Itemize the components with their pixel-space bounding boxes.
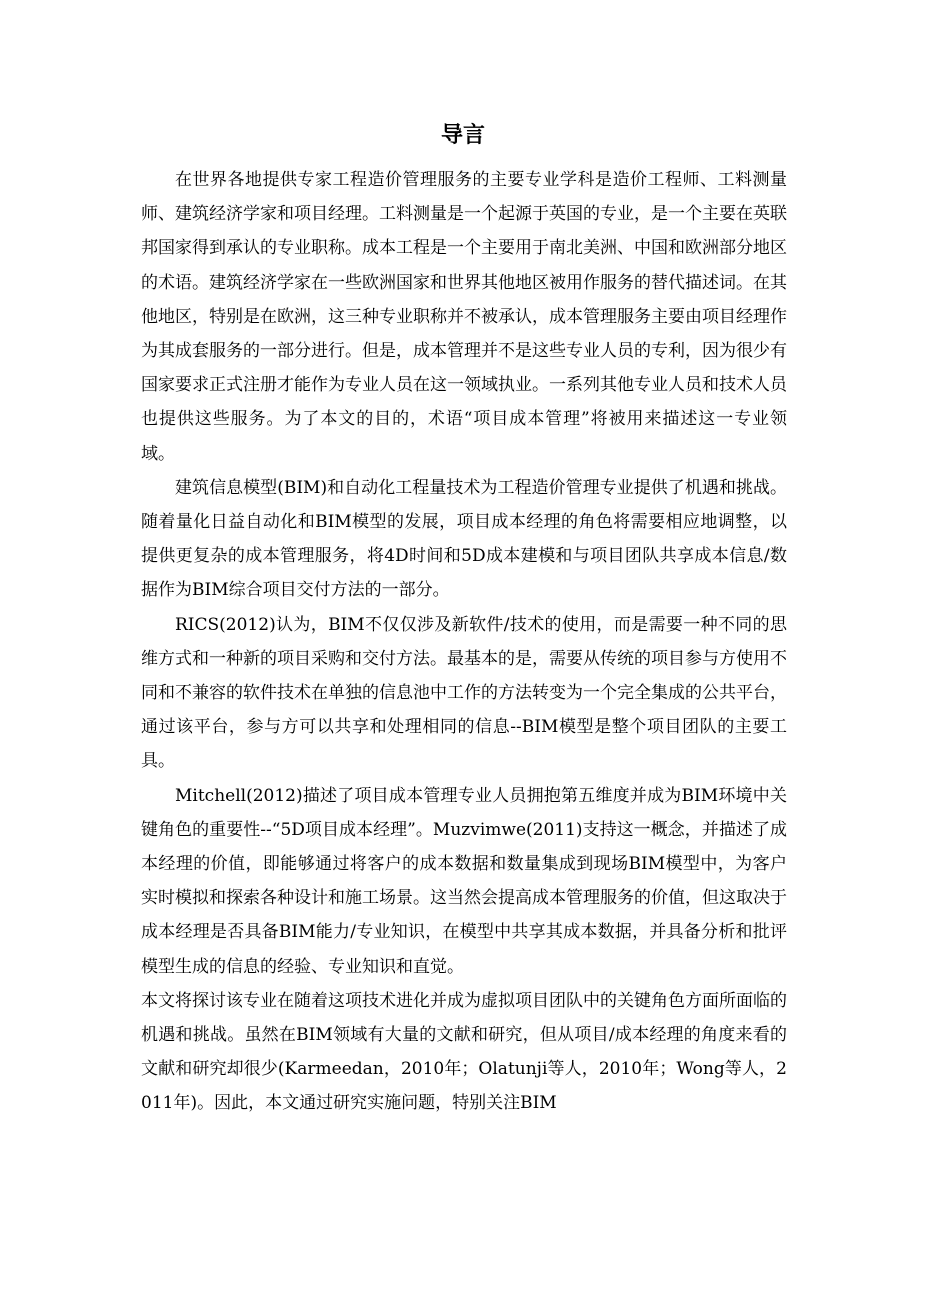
paragraph-intro: 在世界各地提供专家工程造价管理服务的主要专业学科是造价工程师、工料测量师、建筑经济学家和项目经理。工料测量是一个起源于英国的专业，是一个主要在英联邦国家得到承认的专业职称。成本工程是一个主要用于南北美洲、中国和欧洲部分地区的术语。建筑经济学家在一些欧洲国家和世界其他地区被用作服务的替代描述词。在其他地区，特别是在欧洲，这三种专业职称并不被承认，成本管理服务主要由项目经理作为其成套服务的一部分进行。但是，成本管理并不是这些专业人员的专利，因为很少有国家要求正式注册才能作为专业人员在这一领域执业。一系列其他专业人员和技术人员也提供这些服务。为了本文的目的，术语“项目成本管理”将被用来描述这一专业领域。 bbox=[141, 170, 787, 464]
paragraph-scope: 本文将探讨该专业在随着这项技术进化并成为虚拟项目团队中的关键角色方面所面临的机遇和挑战。虽然在BIM领域有大量的文献和研究，但从项目/成本经理的角度来看的文献和研究却很少(Karmeedan，2010年；Olatunji等人，2010年；Wong等人，2011年)。因此，本文通过研究实施问题，特别关注BIM bbox=[141, 990, 787, 1114]
page-title: 导言 bbox=[440, 123, 485, 148]
document-body bbox=[141, 163, 787, 1121]
paragraph-mitchell: Mitchell(2012)描述了项目成本管理专业人员拥抱第五维度并成为BIM环境中关键角色的重要性--“5D项目成本经理”。Muzvimwe(2011)支持这一概念，并描述了成本经理的价值，即能够通过将客户的成本数据和数量集成到现场BIM模型中，为客户实时模拟和探索各种设计和施工场景。这当然会提高成本管理服务的价值，但这取决于成本经理是否具备BIM能力/专业知识，在模型中共享其成本数据，并具备分析和批评模型生成的信息的经验、专业知识和直觉。 bbox=[141, 785, 787, 977]
paragraph-rics: RICS(2012)认为，BIM不仅仅涉及新软件/技术的使用，而是需要一种不同的思维方式和一种新的项目采购和交付方法。最基本的是，需要从传统的项目参与方使用不同和不兼容的软件技术在单独的信息池中工作的方法转变为一个完全集成的公共平台，通过该平台，参与方可以共享和处理相同的信息--BIM模型是整个项目团队的主要工具。 bbox=[141, 614, 787, 772]
paragraph-bim: 建筑信息模型(BIM)和自动化工程量技术为工程造价管理专业提供了机遇和挑战。随着量化日益自动化和BIM模型的发展，项目成本经理的角色将需要相应地调整，以提供更复杂的成本管理服务，将4D时间和5D成本建模和与项目团队共享成本信息/数据作为BIM综合项目交付方法的一部分。 bbox=[141, 477, 787, 601]
